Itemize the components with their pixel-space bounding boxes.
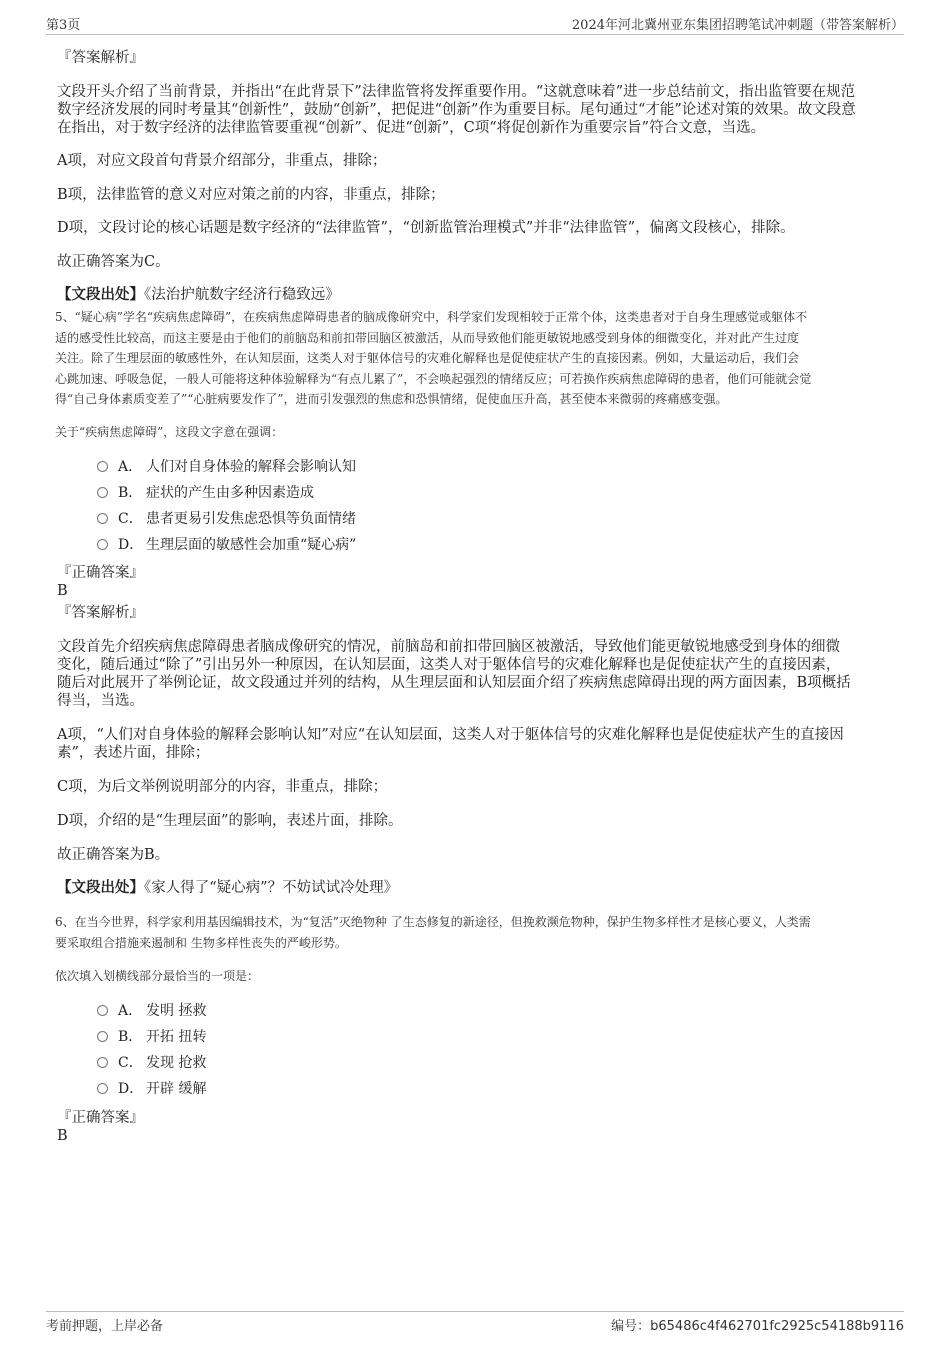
option-c-analysis: C项，为后文举例说明部分的内容，非重点，排除； — [57, 779, 388, 795]
radio-icon[interactable] — [97, 1057, 108, 1068]
question-passage-line: 得“自己身体素质变差了”“心脏病要发作了”，进而引发强烈的焦虑和恐惧情绪，促使血压升高，甚至使本来微弱的疼痛感变强。 — [55, 392, 728, 406]
analysis-label-2: 『答案解析』 — [57, 605, 144, 621]
source-text: 《家人得了“疑心病”？不妨试试冷处理》 — [144, 880, 399, 896]
question-passage-line: 适的感受性比较高，而这主要是由于他们的前脑岛和前扣带回脑区被激活，从而导致他们能更敏锐地感受到身体的细微变化，并对此产生过度 — [55, 330, 800, 345]
option-text: 发现 抢救 — [146, 1055, 207, 1071]
source-text: 《法治护航数字经济行稳致远》 — [144, 287, 340, 303]
analysis-line: 随后对此展开了举例论证，故文段通过并列的结构，从生理层面和认知层面介绍了疾病焦虑障碍出现的两方面因素，B项概括 — [57, 675, 851, 691]
option-letter: A． — [118, 459, 143, 475]
page-header — [46, 12, 904, 35]
question-passage-line: 心跳加速、呼吸急促，一般人可能将这种体验解释为“有点儿累了”，不会唤起强烈的情绪反应；可若换作疾病焦虑障碍的患者，他们可能就会觉 — [55, 371, 812, 386]
question-passage-line: 要采取组合措施来遏制和 生物多样性丧失的严峻形势。 — [55, 935, 347, 950]
option-a-analysis: 素”，表述片面，排除； — [57, 745, 210, 761]
radio-icon[interactable] — [97, 513, 108, 524]
analysis-line: 文段首先介绍疾病焦虑障碍患者脑成像研究的情况，前脑岛和前扣带回脑区被激活，导致他们能更敏锐地感受到身体的细微 — [57, 639, 840, 655]
option-text: 患者更易引发焦虑恐惧等负面情绪 — [146, 511, 356, 527]
question-stem: 依次填入划横线部分最恰当的一项是： — [55, 969, 260, 983]
correct-answer-label: 『正确答案』 — [57, 1110, 144, 1126]
option-text: 发明 拯救 — [146, 1003, 207, 1019]
question-stem: 关于“疾病焦虑障碍”，这段文字意在强调： — [55, 425, 284, 439]
option-text: 生理层面的敏感性会加重“疑心病” — [146, 537, 357, 553]
radio-icon[interactable] — [97, 1083, 108, 1094]
option-text: 开辟 缓解 — [146, 1081, 207, 1097]
analysis-label-1: 『答案解析』 — [57, 50, 144, 66]
option-d-analysis: D项，文段讨论的核心话题是数字经济的“法律监管”，“创新监管治理模式”并非“法律监管”，偏离文段核心，排除。 — [57, 220, 795, 236]
correct-answer-label: 『正确答案』 — [57, 565, 144, 581]
option-letter: C． — [118, 511, 143, 527]
answer-option-d[interactable] — [97, 1080, 206, 1098]
option-text: 症状的产生由多种因素造成 — [146, 485, 314, 501]
option-text: 人们对自身体验的解释会影响认知 — [146, 459, 356, 475]
page-footer — [46, 1311, 904, 1336]
document-code — [611, 1315, 904, 1334]
answer-option-a[interactable] — [97, 458, 356, 476]
option-letter: D． — [118, 1081, 144, 1097]
page-number: 第3页 — [46, 18, 81, 33]
option-letter: A． — [118, 1003, 143, 1019]
code-label: 编号： — [611, 1319, 651, 1334]
footer-slogan: 考前押题，上岸必备 — [46, 1319, 164, 1334]
question-passage-line: 6、在当今世界，科学家利用基因编辑技术，为“复活”灭绝物种 了生态修复的新途径，但挽救濒危物种，保护生物多样性才是核心要义，人类需 — [55, 915, 811, 929]
answer-option-c[interactable] — [97, 510, 356, 528]
answer-option-d[interactable] — [97, 536, 356, 554]
option-letter: B． — [118, 485, 143, 501]
source-label: 【文段出处】 — [57, 879, 144, 896]
option-letter: D． — [118, 537, 144, 553]
source — [57, 879, 897, 897]
document-title: 2024年河北冀州亚东集团招聘笔试冲刺题（带答案解析） — [571, 18, 904, 33]
radio-icon[interactable] — [97, 487, 108, 498]
question-passage-line: 5、“疑心病”学名“疾病焦虑障碍”，在疾病焦虑障碍患者的脑成像研究中，科学家们发现相较于正常个体，这类患者对于自身生理感觉或躯体不 — [55, 310, 808, 324]
answer-option-c[interactable] — [97, 1054, 206, 1072]
option-text: 开拓 扭转 — [146, 1029, 207, 1045]
correct-answer: B — [57, 1128, 68, 1144]
option-b-analysis: B项，法律监管的意义对应对策之前的内容，非重点，排除； — [57, 187, 445, 203]
analysis-line: 在指出，对于数字经济的法律监管要重视“创新”、促进“创新”，C项“将促创新作为重要宗旨”符合文意，当选。 — [57, 120, 766, 136]
option-a-analysis: A项，“人们对自身体验的解释会影响认知”对应“在认知层面，这类人对于躯体信号的灾难化解释也是促使症状产生的直接因 — [57, 727, 844, 743]
analysis-line: 得当，当选。 — [57, 693, 144, 709]
conclusion: 故正确答案为C。 — [57, 254, 170, 270]
radio-icon[interactable] — [97, 539, 108, 550]
source — [57, 286, 897, 304]
question-passage-line: 关注。除了生理层面的敏感性外，在认知层面，这类人对于躯体信号的灾难化解释也是促使症状产生的直接因素。例如，大量运动后，我们会 — [55, 351, 800, 365]
option-letter: C． — [118, 1055, 143, 1071]
source-label: 【文段出处】 — [57, 286, 144, 303]
option-letter: B． — [118, 1029, 143, 1045]
radio-icon[interactable] — [97, 1005, 108, 1016]
option-d-analysis: D项，介绍的是“生理层面”的影响，表述片面，排除。 — [57, 813, 403, 829]
analysis-line: 文段开头介绍了当前背景，并指出“在此背景下”法律监管将发挥重要作用。“这就意味着”进一步总结前文，指出监管要在规范 — [57, 84, 856, 100]
answer-option-b[interactable] — [97, 484, 314, 502]
analysis-line: 数字经济发展的同时考量其“创新性”，鼓励“创新”，把促进“创新”作为重要目标。尾句通过“才能”论述对策的效果。故文段意 — [57, 102, 856, 118]
option-a-analysis: A项，对应文段首句背景介绍部分，非重点，排除； — [57, 153, 387, 169]
analysis-line: 变化，随后通过“除了”引出另外一种原因，在认知层面，这类人对于躯体信号的灾难化解释也是促使症状产生的直接因素， — [57, 657, 841, 673]
radio-icon[interactable] — [97, 1031, 108, 1042]
answer-option-a[interactable] — [97, 1002, 206, 1020]
conclusion: 故正确答案为B。 — [57, 847, 170, 863]
correct-answer: B — [57, 583, 68, 599]
code-value: b65486c4f462701fc2925c54188b9116 — [650, 1319, 904, 1334]
radio-icon[interactable] — [97, 461, 108, 472]
answer-option-b[interactable] — [97, 1028, 206, 1046]
